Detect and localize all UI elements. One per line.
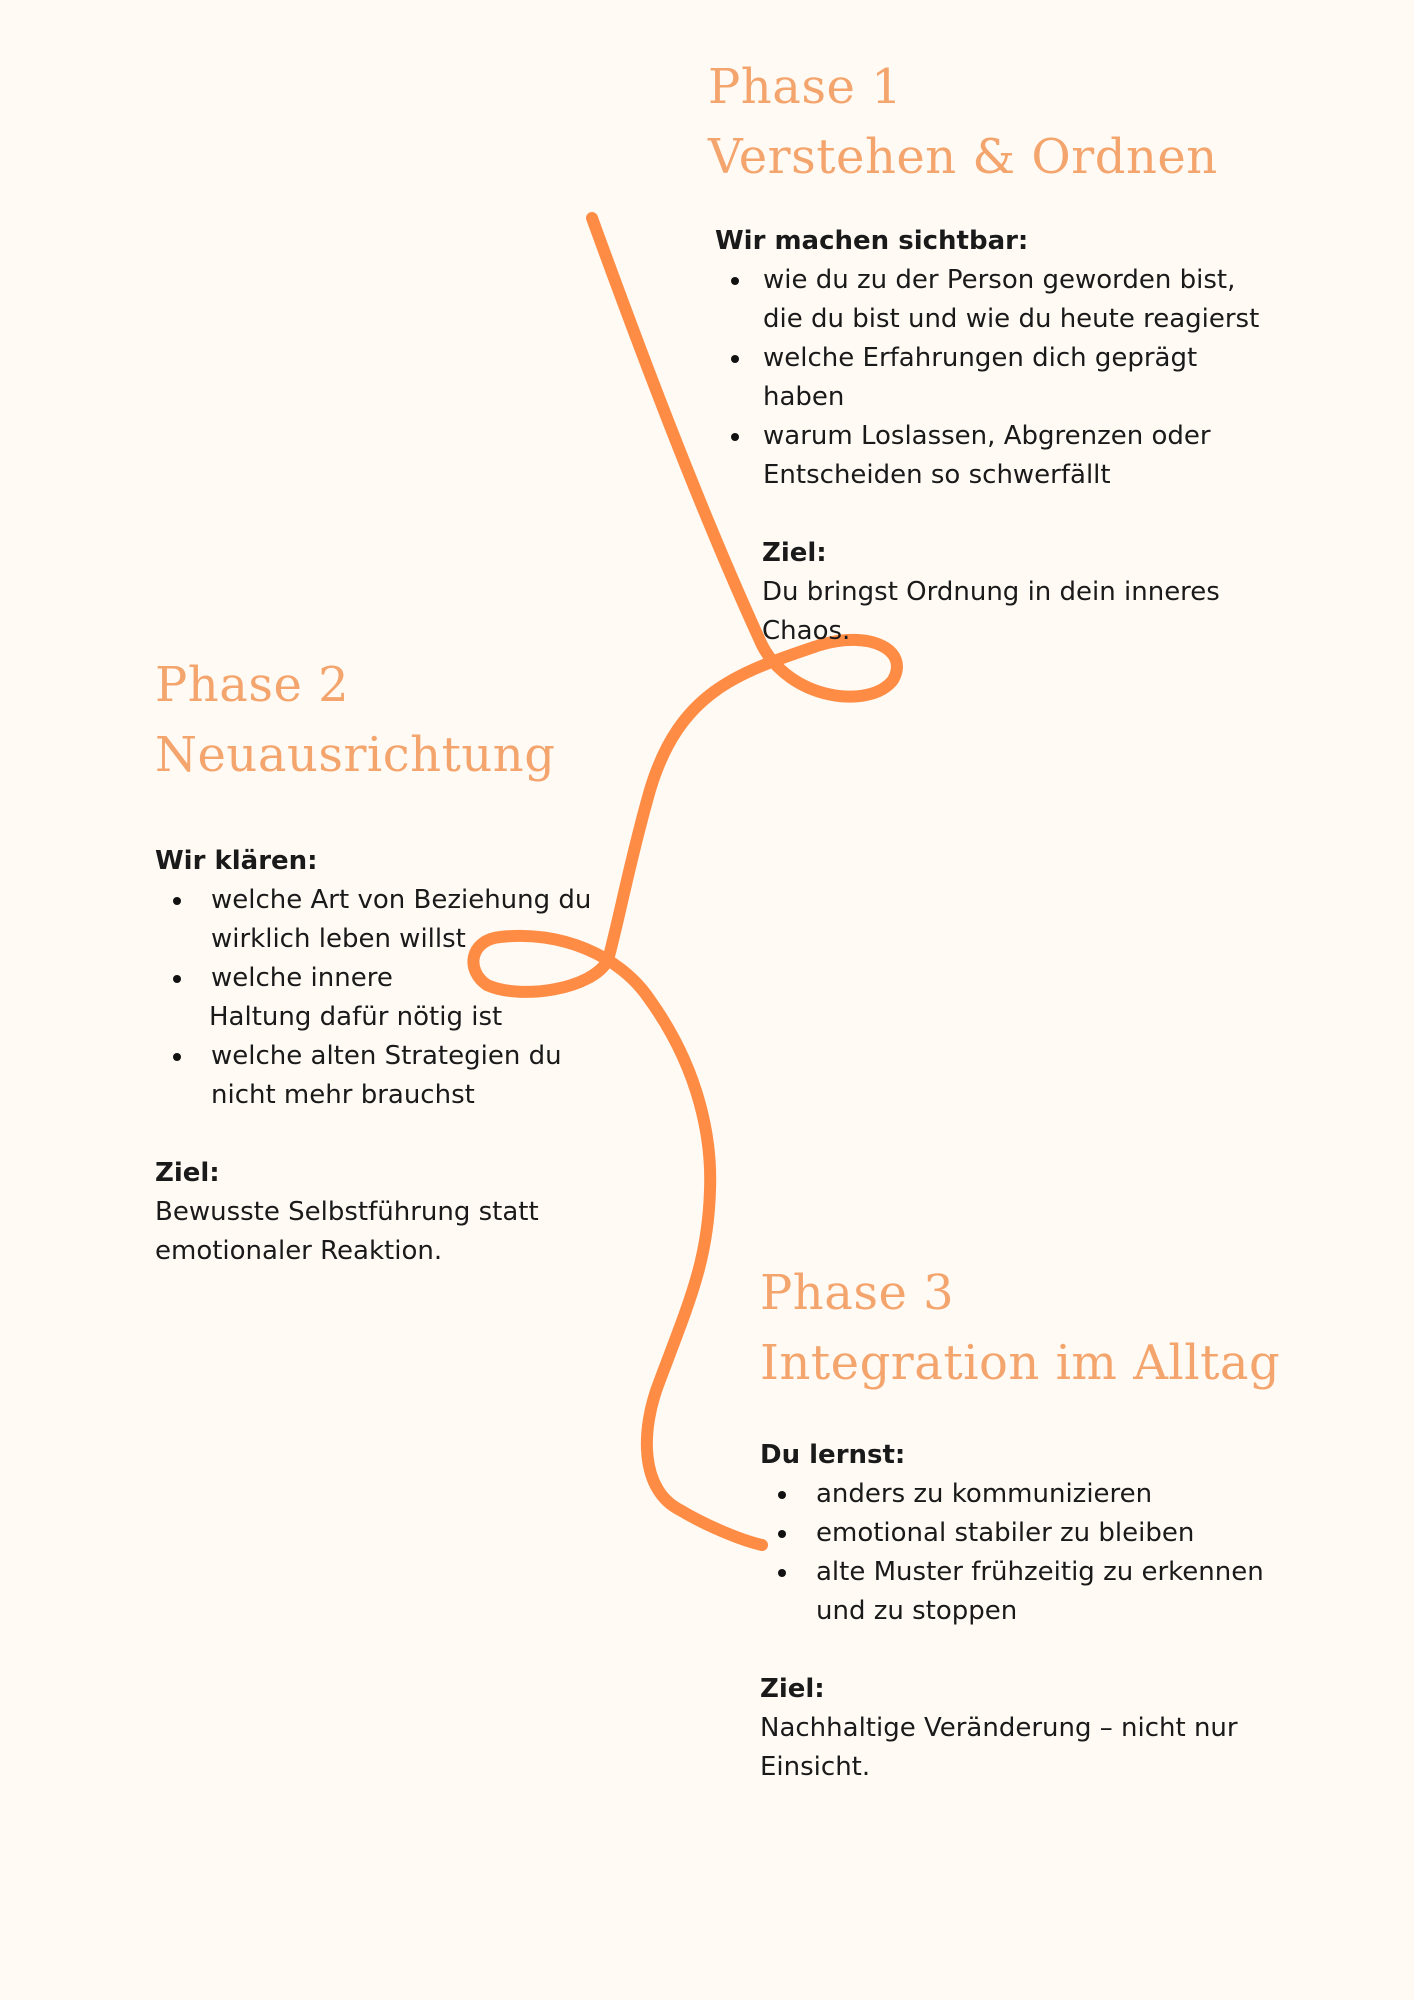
goal-text-line: Einsicht. <box>760 1752 871 1782</box>
bullet-dot-icon <box>173 897 181 905</box>
bullet-line: nicht mehr brauchst <box>211 1080 475 1110</box>
bullet-line: haben <box>763 382 845 412</box>
goal-label: Ziel: <box>760 1674 825 1704</box>
goal-text-line: Du bringst Ordnung in dein inneres <box>762 577 1220 607</box>
list-item <box>760 1553 1360 1631</box>
bullet-line: welche Art von Beziehung du <box>211 885 592 915</box>
bullet-dot-icon <box>731 433 739 441</box>
phase-1-intro: Wir machen sichtbar: <box>715 226 1029 256</box>
list-item <box>155 881 635 959</box>
phase-1-bullet-list <box>708 261 1328 495</box>
goal-label: Ziel: <box>762 538 827 568</box>
bullet-dot-icon <box>731 355 739 363</box>
list-item <box>708 339 1328 417</box>
phase-1-title <box>708 52 1328 192</box>
bullet-line: welche Erfahrungen dich geprägt <box>763 343 1198 373</box>
bullet-dot-icon <box>778 1491 786 1499</box>
phase-1-section <box>708 52 1328 651</box>
phase-3-intro: Du lernst: <box>760 1440 906 1470</box>
phase-2-title-line1: Phase 2 <box>155 657 350 713</box>
phase-2-bullet-list <box>155 881 635 1115</box>
bullet-line: anders zu kommunizieren <box>816 1479 1153 1509</box>
bullet-dot-icon <box>778 1530 786 1538</box>
bullet-line: warum Loslassen, Abgrenzen oder <box>763 421 1211 451</box>
bullet-line: welche innere <box>211 963 393 993</box>
bullet-line: emotional stabiler zu bleiben <box>816 1518 1195 1548</box>
bullet-line: wie du zu der Person geworden bist, <box>763 265 1236 295</box>
phase-2-intro: Wir klären: <box>155 846 318 876</box>
phase-3-title-line1: Phase 3 <box>760 1265 955 1321</box>
goal-text-line: Nachhaltige Veränderung – nicht nur <box>760 1713 1238 1743</box>
goal-label: Ziel: <box>155 1158 220 1188</box>
bullet-line: welche alten Strategien du <box>211 1041 562 1071</box>
list-item <box>760 1514 1360 1553</box>
bullet-line: wirklich leben willst <box>211 924 466 954</box>
goal-text-line: Bewusste Selbstführung statt <box>155 1197 539 1227</box>
list-item <box>708 417 1328 495</box>
bullet-dot-icon <box>731 277 739 285</box>
phase-2-title-line2: Neuausrichtung <box>155 727 556 783</box>
bullet-dot-icon <box>173 975 181 983</box>
bullet-line: alte Muster frühzeitig zu erkennen <box>816 1557 1264 1587</box>
phase-3-goal <box>760 1670 1360 1787</box>
phase-3-bullet-list <box>760 1475 1360 1631</box>
list-item <box>708 261 1328 339</box>
goal-text-line: Chaos. <box>762 616 851 646</box>
bullet-line: Haltung dafür nötig ist <box>209 1002 503 1032</box>
phase-1-goal <box>762 534 1328 651</box>
bullet-line: Entscheiden so schwerfällt <box>763 460 1111 490</box>
list-item <box>155 1037 635 1115</box>
list-item <box>155 959 635 1037</box>
list-item <box>760 1475 1360 1514</box>
phase-3-section <box>760 1258 1360 1787</box>
phase-3-title-line2: Integration im Alltag <box>760 1335 1281 1391</box>
phase-2-title <box>155 650 635 790</box>
bullet-line: die du bist und wie du heute reagierst <box>763 304 1260 334</box>
goal-text-line: emotionaler Reaktion. <box>155 1236 443 1266</box>
bullet-line: und zu stoppen <box>816 1596 1018 1626</box>
phase-2-section <box>155 650 635 1271</box>
phase-1-title-line2: Verstehen & Ordnen <box>708 129 1218 185</box>
phase-1-title-line1: Phase 1 <box>708 59 903 115</box>
phase-3-title <box>760 1258 1360 1398</box>
bullet-dot-icon <box>173 1053 181 1061</box>
bullet-dot-icon <box>778 1569 786 1577</box>
phase-2-goal <box>155 1154 635 1271</box>
